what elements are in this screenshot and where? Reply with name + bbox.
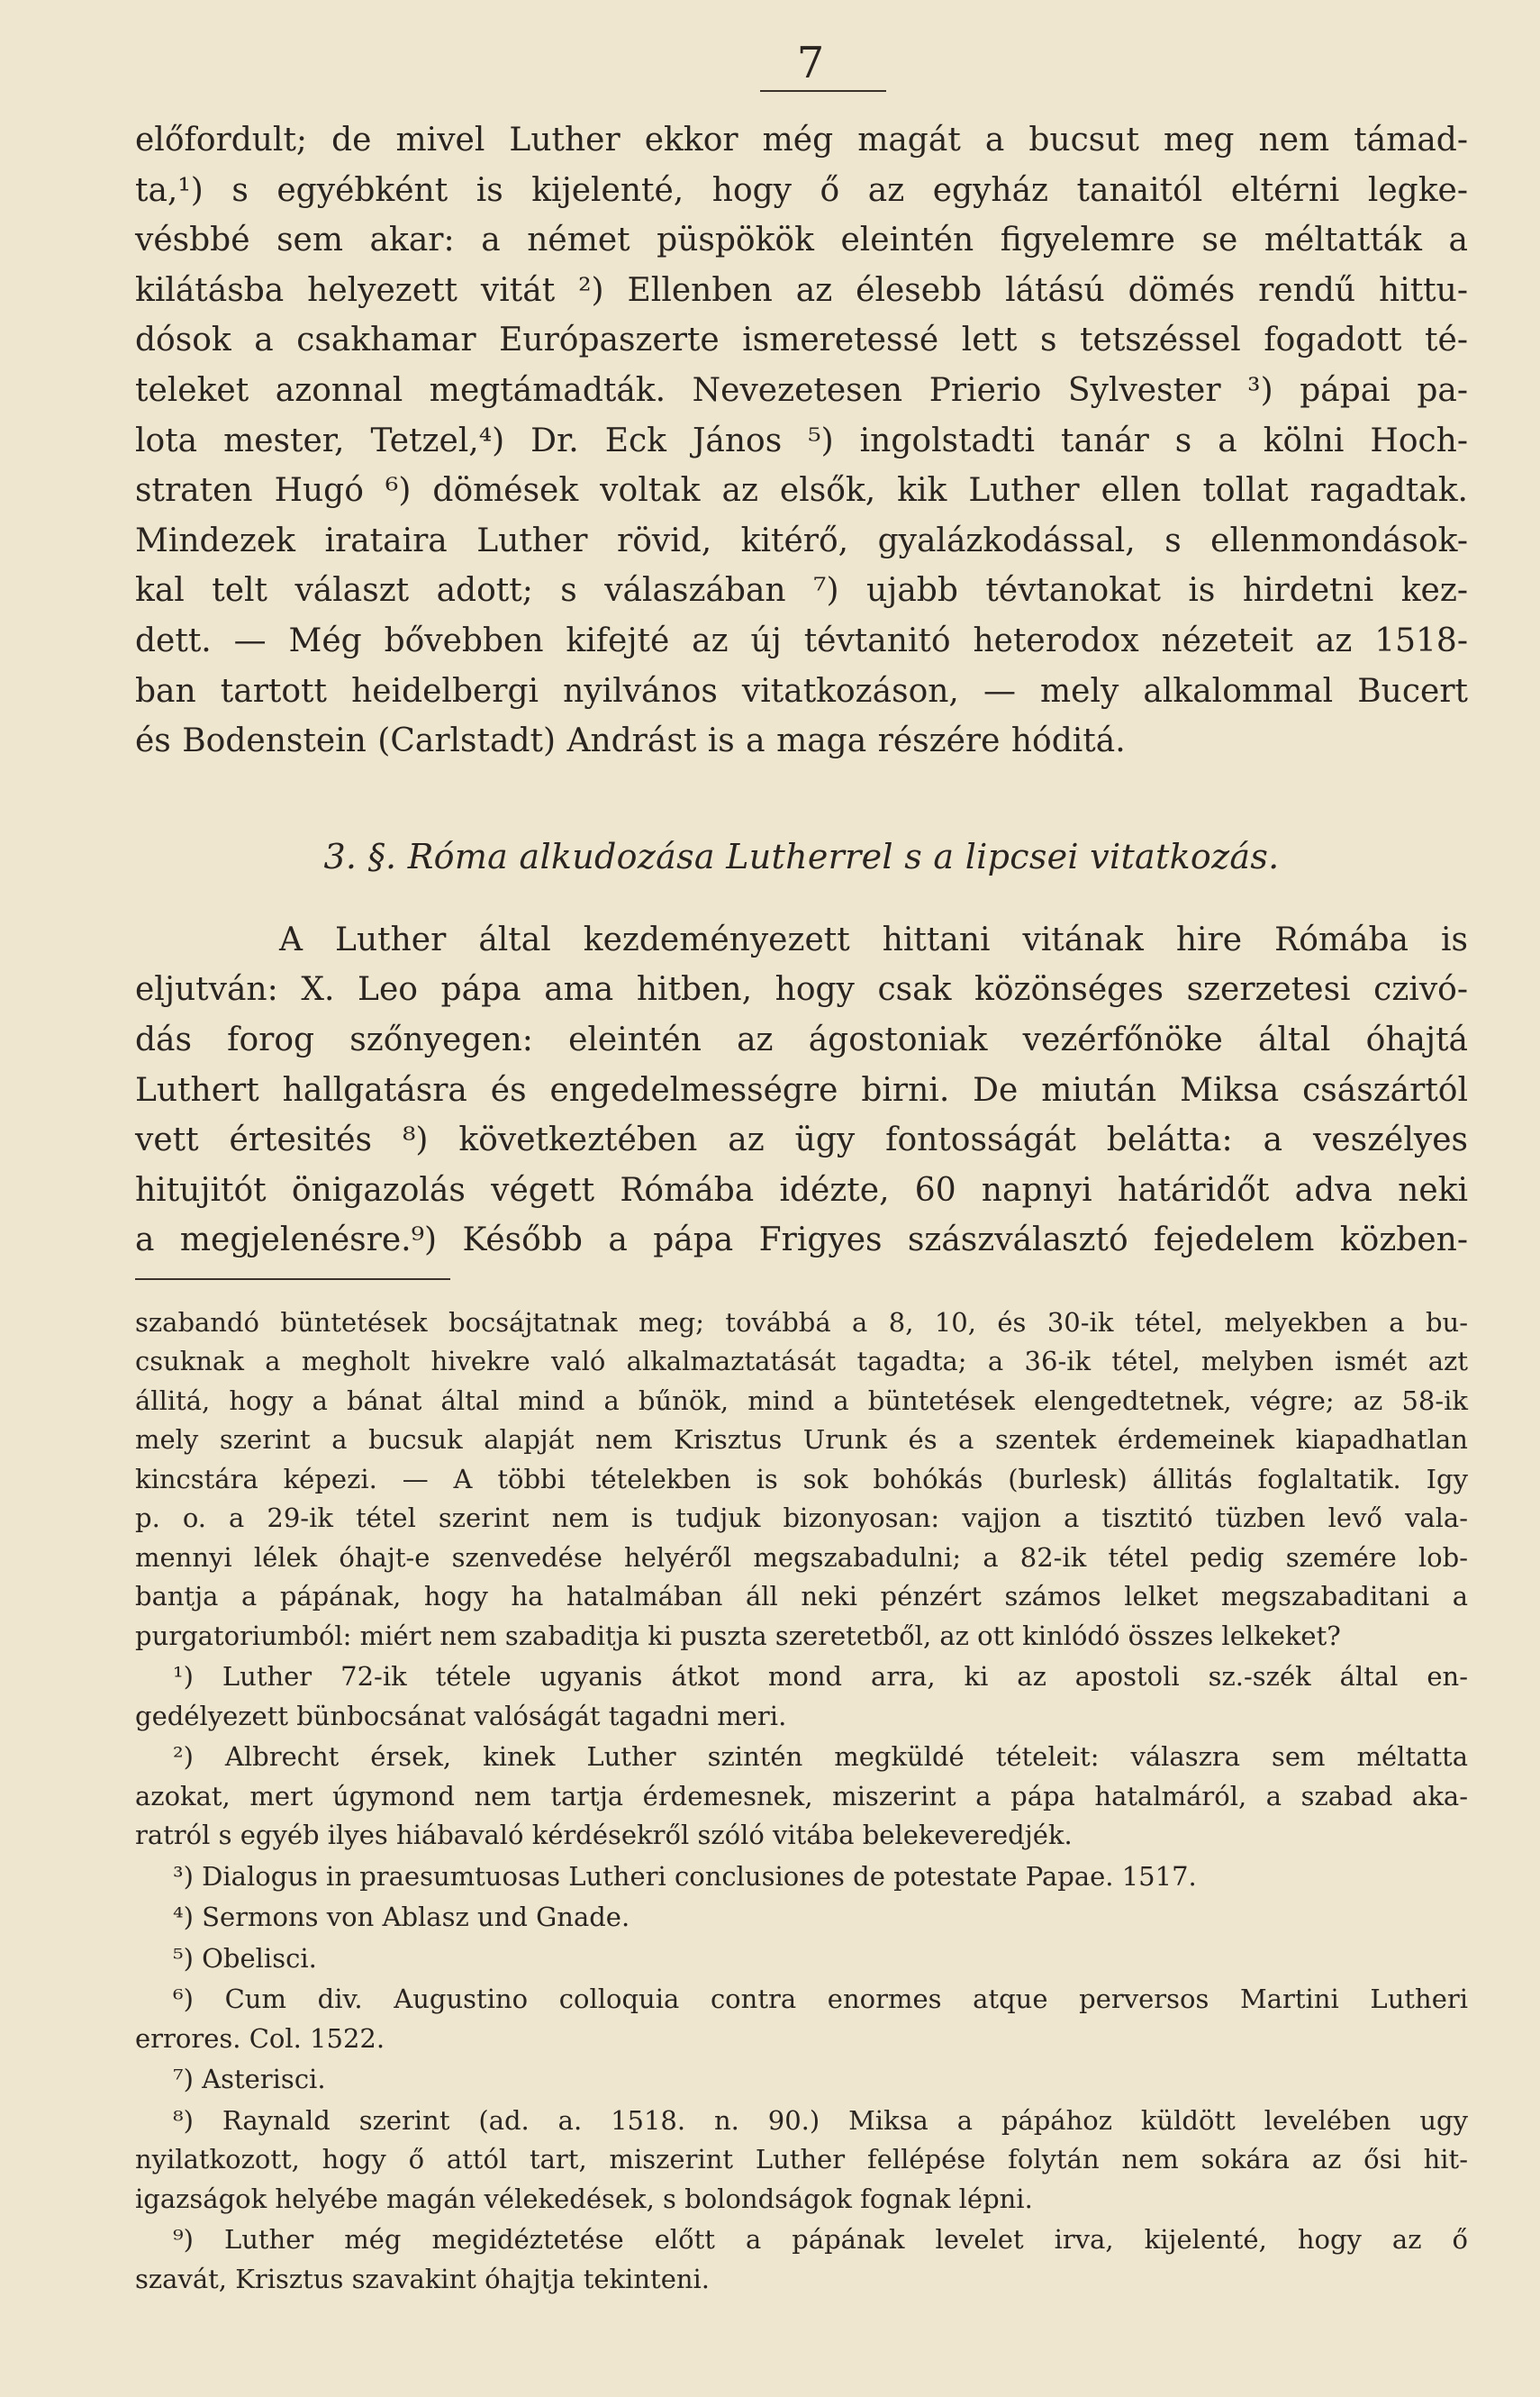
text-line: vett értesités ⁸) következtében az ügy fontosságát belátta: a veszélyes (135, 1121, 1468, 1159)
footnote-line: ⁷) Asterisci. (173, 2064, 326, 2095)
footnote-9 (135, 2220, 1468, 2299)
footnote-line: purgatoriumból: miért nem szabaditja ki puszta szeretetből, az ott kinlódó összes lelkeket? (135, 1620, 1341, 1651)
footnote-line: kincstára képezi. — A többi tételekben is sok bohókás (burlesk) állitás foglaltatik. Igy (135, 1463, 1468, 1494)
footnote-line: ⁵) Obelisci. (173, 1942, 317, 1974)
footnote-7 (135, 2060, 1468, 2100)
text-line: straten Hugó ⁶) dömések voltak az elsők, kik Luther ellen tollat ragadtak. (135, 472, 1468, 510)
text-line: és Bodenstein (Carlstadt) Andrást is a maga részére hóditá. (135, 722, 1126, 760)
text-line: ta,¹) s egyébként is kijelenté, hogy ő az egyház tanaitól eltérni legke- (135, 171, 1468, 209)
footnote-line: errores. Col. 1522. (135, 2022, 385, 2054)
main-paragraph (135, 115, 1468, 767)
text-line: A Luther által kezdeményezett hittani vitának hire Rómába is (279, 921, 1468, 958)
footnote-line: ²) Albrecht érsek, kinek Luther szintén megküldé tételeit: válaszra sem méltatta (173, 1741, 1468, 1773)
footnote-3 (135, 1857, 1468, 1897)
footnote-line: azokat, mert úgymond nem tartja érdemesnek, miszerint a pápa hatalmáról, a szabad aka- (135, 1780, 1468, 1811)
footnote-5 (135, 1939, 1468, 1979)
footnote-line: ⁹) Luther még megidéztetése előtt a pápának levelet irva, kijelenté, hogy az ő (173, 2224, 1468, 2256)
footnote-continuation (135, 1303, 1468, 1657)
footnote-line: igazságok helyébe magán vélekedések, s bolondságok fognak lépni. (135, 2183, 1033, 2214)
footnote-line: mennyi lélek óhajt-e szenvedése helyéről megszabadulni; a 82-ik tétel pedig szemére lob- (135, 1541, 1468, 1573)
text-line: ban tartott heidelbergi nyilvános vitatkozáson, — mely alkalommal Bucert (135, 672, 1468, 710)
footnote-rule (135, 1278, 450, 1280)
text-line: hitujitót önigazolás végett Rómába idézte, 60 napnyi határidőt adva neki (135, 1171, 1468, 1209)
footnotes-section (135, 1303, 1468, 2300)
footnote-8 (135, 2102, 1468, 2220)
footnote-line: állitá, hogy a bánat által mind a bűnök, mind a büntetések elengedtetnek, végre; az 58-ik (135, 1385, 1468, 1416)
text-line: kilátásba helyezett vitát ²) Ellenben az élesebb látású dömés rendű hittu- (135, 271, 1468, 309)
footnote-line: gedélyezett bünbocsánat valóságát tagadni meri. (135, 1700, 787, 1731)
text-line: előfordult; de mivel Luther ekkor még magát a bucsut meg nem támad- (135, 122, 1468, 159)
text-line: kal telt választ adott; s válaszában ⁷) ujabb tévtanokat is hirdetni kez- (135, 572, 1468, 610)
footnote-line: ¹) Luther 72-ik tétele ugyanis átkot mond arra, ki az apostoli sz.-szék által en- (173, 1661, 1468, 1693)
footnote-6 (135, 1980, 1468, 2058)
text-line: lota mester, Tetzel,⁴) Dr. Eck János ⁵) ingolstadti tanár s a kölni Hoch- (135, 422, 1468, 459)
footnote-1 (135, 1657, 1468, 1736)
footnote-line: ⁶) Cum div. Augustino colloquia contra enormes atque perversos Martini Lutheri (173, 1984, 1468, 2015)
second-paragraph (135, 915, 1468, 1266)
text-line: dósok a csakhamar Európaszerte ismeretessé lett s tetszéssel fogadott té- (135, 322, 1468, 359)
text-line: dás forog szőnyegen: eleintén az ágostoniak vezérfőnöke által óhajtá (135, 1021, 1468, 1058)
footnote-line: p. o. a 29-ik tétel szerint nem is tudjuk bizonyosan: vajjon a tisztitó tüzben levő vala- (135, 1503, 1468, 1534)
footnote-2 (135, 1738, 1468, 1856)
text-line: Luthert hallgatásra és engedelmességre birni. De miután Miksa császártól (135, 1071, 1468, 1109)
footnote-line: szabandó büntetések bocsájtatnak meg; továbbá a 8, 10, és 30-ik tétel, melyekben a bu- (135, 1306, 1468, 1338)
footnote-line: mely szerint a bucsuk alapját nem Krisztus Urunk és a szentek érdemeinek kiapadhatlan (135, 1424, 1468, 1456)
footnote-line: ⁸) Raynald szerint (ad. a. 1518. n. 90.) Miksa a pápához küldött levelében ugy (173, 2104, 1468, 2136)
footnote-line: ³) Dialogus in praesumtuosas Lutheri conclusiones de potestate Papae. 1517. (173, 1860, 1197, 1892)
footnote-line: szavát, Krisztus szavakint óhajtja tekinteni. (135, 2263, 711, 2294)
footnote-line: ratról s egyéb ilyes hiábavaló kérdésekről szóló vitába belekeveredjék. (135, 1820, 1073, 1851)
footnote-line: csuknak a megholt hivekre való alkalmaztatását tagadta; a 36-ik tétel, melyben ismét azt (135, 1346, 1468, 1377)
text-line: Mindezek irataira Luther rövid, kitérő, gyalázkodással, s ellenmondások- (135, 522, 1468, 559)
section-heading: 3. §. Róma alkudozása Lutherrel s a lipcsei vitatkozás. (323, 836, 1280, 876)
text-line: dett. — Még bővebben kifejté az új tévtanitó heterodox nézeteit az 1518- (135, 622, 1468, 659)
footnote-4 (135, 1898, 1468, 1938)
page-number: 7 (796, 38, 825, 88)
footnote-line: ⁴) Sermons von Ablasz und Gnade. (173, 1902, 630, 1933)
footnote-line: nyilatkozott, hogy ő attól tart, miszerint Luther fellépése folytán nem sokára az ősi hit- (135, 2144, 1468, 2175)
text-line: a megjelenésre.⁹) Később a pápa Frigyes szászválasztó fejedelem közben- (135, 1221, 1468, 1259)
header-rule (760, 90, 886, 92)
text-line: teleket azonnal megtámadták. Nevezetesen Prierio Sylvester ³) pápai pa- (135, 371, 1468, 409)
text-line: eljutván: X. Leo pápa ama hitben, hogy csak közönséges szerzetesi czivó- (135, 971, 1468, 1009)
footnote-line: bantja a pápának, hogy ha hatalmában áll neki pénzért számos lelket megszabaditani a (135, 1581, 1468, 1612)
text-line: vésbbé sem akar: a német püspökök eleintén figyelemre se méltatták a (135, 222, 1468, 259)
